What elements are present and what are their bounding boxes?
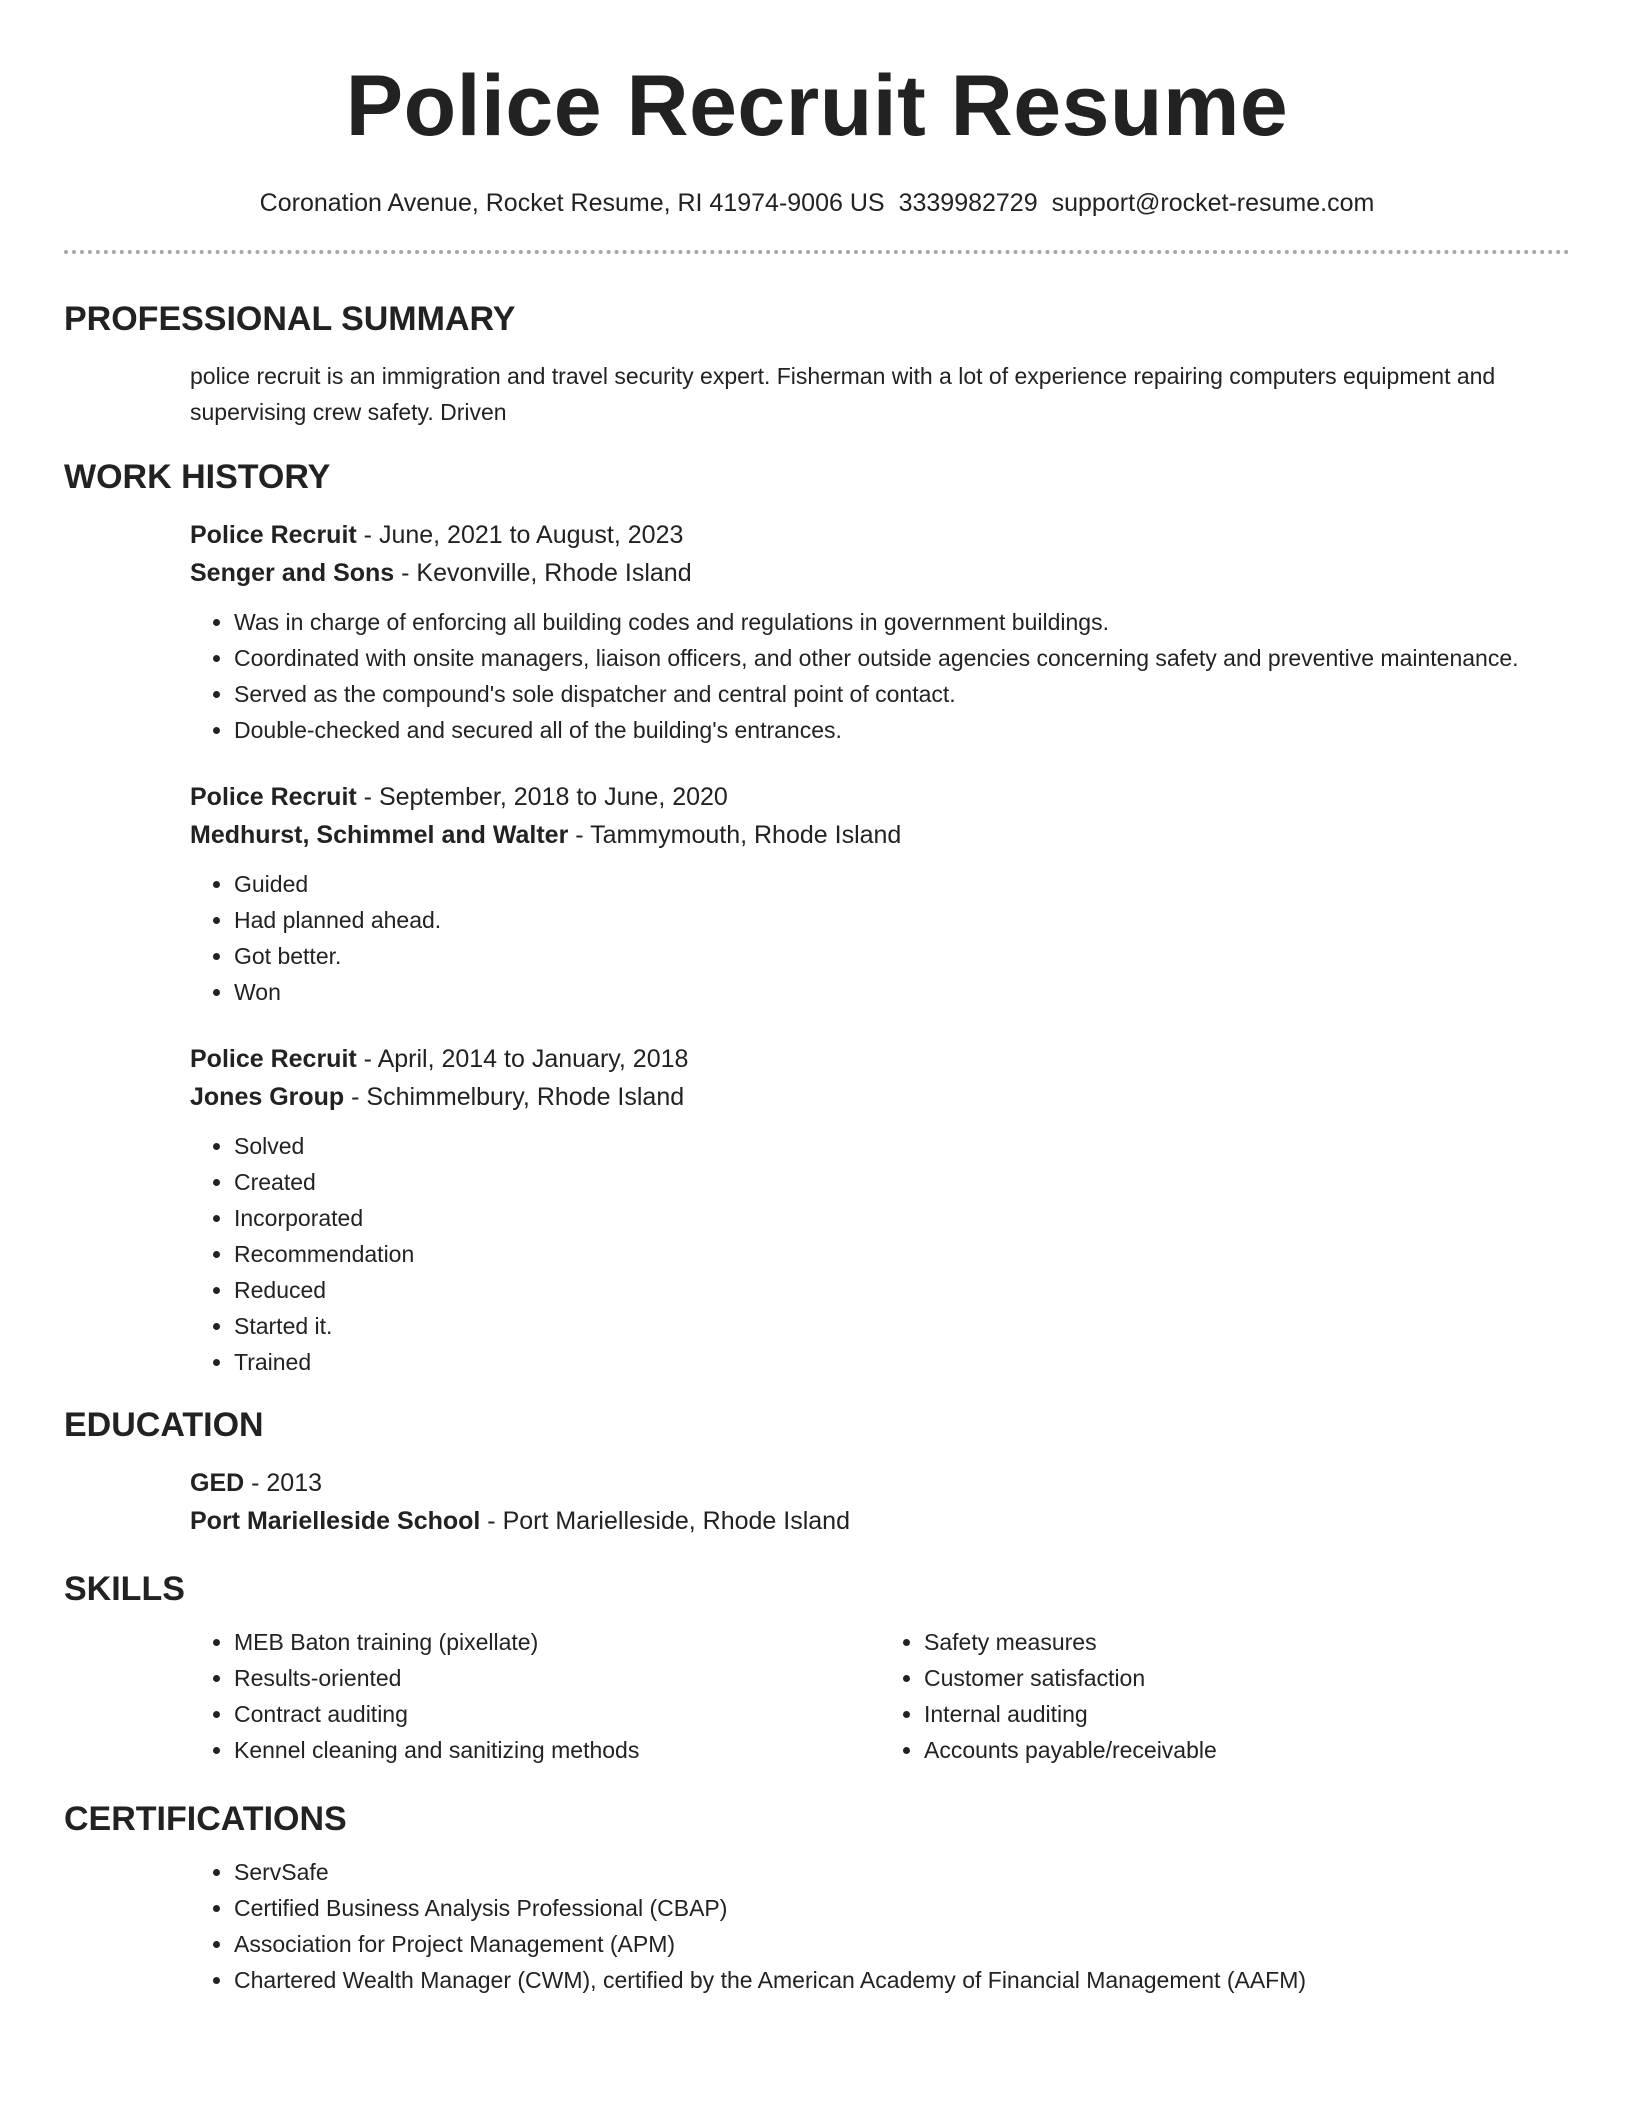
job-company: Medhurst, Schimmel and Walter [190, 821, 569, 849]
job-bullets [190, 604, 1570, 748]
list-item: • ServSafe [234, 1854, 1570, 1890]
job-company-line [190, 816, 1570, 854]
job-location: - Tammymouth, Rhode Island [568, 821, 902, 849]
education-entry [190, 1464, 1570, 1540]
job-company-line [190, 1078, 1570, 1116]
list-item: • Results-oriented [234, 1660, 880, 1696]
education-heading: EDUCATION [64, 1406, 264, 1444]
job-title-line [190, 1040, 1570, 1078]
contact-line [64, 186, 1570, 220]
job-entry [190, 516, 1570, 748]
list-item: • Internal auditing [924, 1696, 1570, 1732]
job-company-line [190, 554, 1570, 592]
certifications-heading: CERTIFICATIONS [64, 1800, 347, 1838]
skills-heading: SKILLS [64, 1570, 185, 1608]
header-divider [64, 250, 1570, 254]
skills-grid [190, 1624, 1570, 1768]
contact-address: Coronation Avenue, Rocket Resume, RI 41974-9006 US [259, 189, 885, 217]
contact-phone: 3339982729 [898, 189, 1038, 217]
list-item: • Reduced [234, 1272, 1570, 1308]
job-company: Jones Group [190, 1083, 345, 1111]
job-bullets [190, 866, 1570, 1010]
job-bullets [190, 1128, 1570, 1380]
education-year: - 2013 [244, 1469, 323, 1497]
list-item: • Association for Project Management (APM) [234, 1926, 1570, 1962]
job-title: Police Recruit [190, 1045, 357, 1073]
list-item: • Solved [234, 1128, 1570, 1164]
job-title: Police Recruit [190, 783, 357, 811]
list-item: • Started it. [234, 1308, 1570, 1344]
list-item: • Double-checked and secured all of the building's entrances. [234, 712, 1570, 748]
job-location: - Kevonville, Rhode Island [394, 559, 692, 587]
list-item: • MEB Baton training (pixellate) [234, 1624, 880, 1660]
certification-bullets [190, 1854, 1570, 1998]
resume-page [64, 0, 1570, 1998]
skills-column-right [880, 1624, 1570, 1768]
list-item: • Incorporated [234, 1200, 1570, 1236]
job-location: - Schimmelbury, Rhode Island [344, 1083, 685, 1111]
education-location: - Port Marielleside, Rhode Island [480, 1507, 850, 1535]
skills-column-left [190, 1624, 880, 1768]
resume-title: Police Recruit Resume [345, 58, 1289, 154]
list-item: • Customer satisfaction [924, 1660, 1570, 1696]
summary-heading: PROFESSIONAL SUMMARY [64, 300, 516, 338]
education-degree-line [190, 1464, 1570, 1502]
list-item: • Safety measures [924, 1624, 1570, 1660]
list-item: • Contract auditing [234, 1696, 880, 1732]
job-title-line [190, 778, 1570, 816]
work-history-heading: WORK HISTORY [64, 458, 331, 496]
list-item: • Won [234, 974, 1570, 1010]
list-item: • Was in charge of enforcing all building codes and regulations in government buildings. [234, 604, 1570, 640]
education-school-line [190, 1502, 1570, 1540]
certifications-list [190, 1854, 1570, 1998]
contact-email[interactable]: support@rocket-resume.com [1051, 189, 1375, 217]
list-item: • Coordinated with onsite managers, liaison officers, and other outside agencies concerning safety and preventive maintenance. [234, 640, 1570, 676]
education-degree: GED [190, 1469, 245, 1497]
list-item: • Got better. [234, 938, 1570, 974]
education-school: Port Marielleside School [190, 1507, 481, 1535]
list-item: • Accounts payable/receivable [924, 1732, 1570, 1768]
summary-text: police recruit is an immigration and travel security expert. Fisherman with a lot of experience repairing computers equipment and supervising crew safety. Driven [190, 363, 1496, 425]
list-item: • Served as the compound's sole dispatcher and central point of contact. [234, 676, 1570, 712]
list-item: • Had planned ahead. [234, 902, 1570, 938]
list-item: • Trained [234, 1344, 1570, 1380]
list-item: • Created [234, 1164, 1570, 1200]
list-item: • Recommendation [234, 1236, 1570, 1272]
list-item: • Chartered Wealth Manager (CWM), certified by the American Academy of Financial Management (AAFM) [234, 1962, 1570, 1998]
job-dates: - September, 2018 to June, 2020 [356, 783, 728, 811]
job-dates: - June, 2021 to August, 2023 [356, 521, 684, 549]
list-item: • Certified Business Analysis Professional (CBAP) [234, 1890, 1570, 1926]
job-entry [190, 1040, 1570, 1380]
job-title-line [190, 516, 1570, 554]
list-item: • Kennel cleaning and sanitizing methods [234, 1732, 880, 1768]
job-company: Senger and Sons [190, 559, 395, 587]
job-title: Police Recruit [190, 521, 357, 549]
list-item: • Guided [234, 866, 1570, 902]
job-entry [190, 778, 1570, 1010]
job-dates: - April, 2014 to January, 2018 [356, 1045, 689, 1073]
